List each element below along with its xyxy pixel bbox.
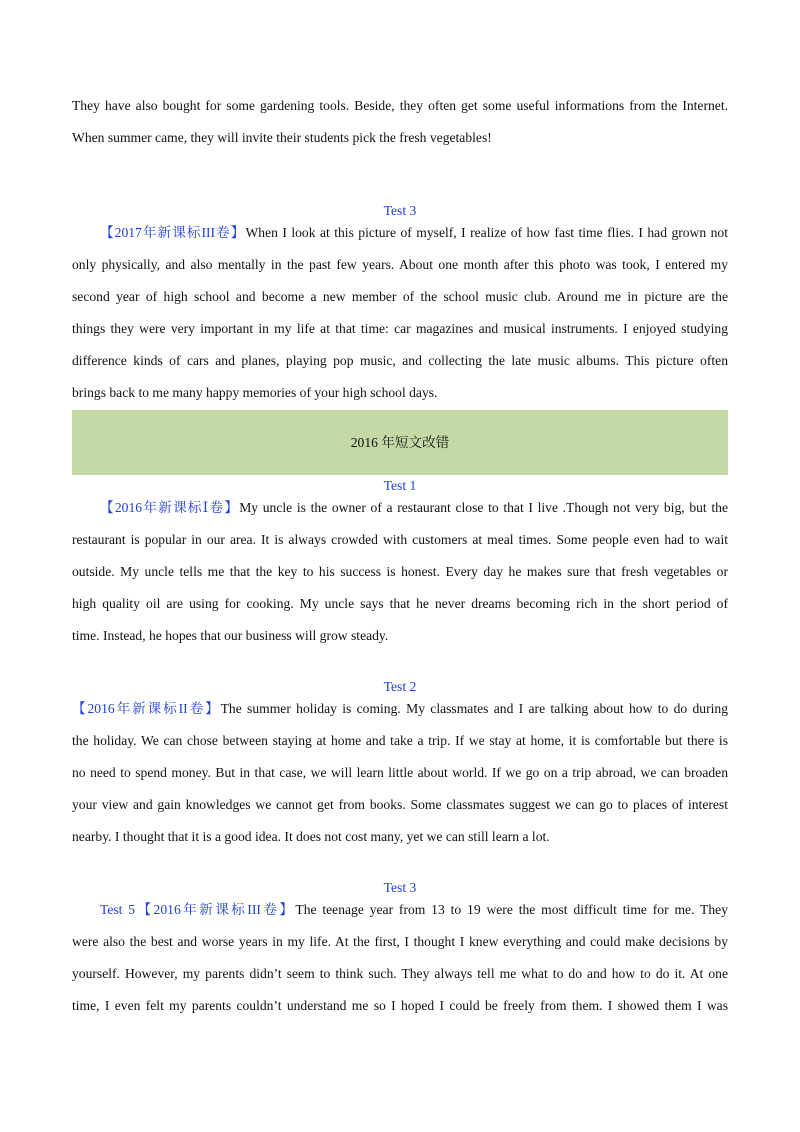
test-heading-2017: Test 3 — [383, 203, 417, 218]
intro-line-2: When summer came, they will invite their students pick the fresh vegetables! — [72, 130, 492, 145]
paragraph-test2-line-2: the holiday. We can chose between staying at home and take a trip. If we stay at home, it is comfortable but there is — [72, 733, 728, 748]
test-heading-2: Test 2 — [383, 679, 417, 694]
paragraph-2017-line-4: things they were very important in my life at that time: car magazines and musical instruments. I enjoyed studying — [72, 321, 728, 336]
source-tag-2017: 【2017年新课标III卷】 — [100, 225, 246, 240]
paragraph-test2-line-3: no need to spend money. But in that case, we will learn little about world. If we go on a trip abroad, we can broaden — [72, 765, 728, 780]
paragraph-2017-line-2: only physically, and also mentally in the past few years. About one month after this photo was took, I entered my — [72, 257, 728, 272]
paragraph-test3-line-2: were also the best and worse years in my life. At the first, I thought I knew everything and could make decisions by — [72, 934, 728, 949]
test-number-label: Test 5 — [100, 902, 136, 917]
test-heading-3: Test 3 — [383, 880, 417, 895]
test-heading-1: Test 1 — [383, 478, 417, 493]
paragraph-2017-line-6: brings back to me many happy memories of your high school days. — [72, 385, 438, 400]
paragraph-test3-line-4: time, I even felt my parents couldn’t understand me so I hoped I could be freely from them. I showed them I was — [72, 998, 728, 1013]
section-banner-title: 2016 年短文改错 — [350, 435, 450, 450]
paragraph-test1-line-1 — [72, 499, 728, 517]
paragraph-test1-line-5: time. Instead, he hopes that our business will grow steady. — [72, 628, 389, 643]
paragraph-test3-line-3: yourself. However, my parents didn’t seem to think such. They always tell me what to do and how to do it. At one — [72, 966, 728, 981]
paragraph-test2-line-5: nearby. I thought that it is a good idea. It does not cost many, yet we can still learn a lot. — [72, 829, 550, 844]
paragraph-2017-text-1: When I look at this picture of myself, I realize of how fast time flies. I had grown not — [245, 225, 728, 240]
source-tag-test3: 【2016年新课标III卷】 — [135, 902, 296, 917]
paragraph-test1-text-1: My uncle is the owner of a restaurant close to that I live .Though not very big, but the — [239, 500, 728, 515]
paragraph-2017-line-3: second year of high school and become a new member of the school music club. Around me in picture are the — [72, 289, 728, 304]
paragraph-test2-text-1: The summer holiday is coming. My classmates and I are talking about how to do during — [220, 701, 728, 716]
paragraph-test3-line-1 — [72, 901, 728, 919]
paragraph-test2-line-4: your view and gain knowledges we cannot get from books. Some classmates suggest we can go to places of interest — [72, 797, 728, 812]
paragraph-test1-line-2: restaurant is popular in our area. It is always crowded with customers at meal times. Some people even had to wait — [72, 532, 728, 547]
paragraph-2017-line-1 — [72, 224, 728, 242]
paragraph-test1-line-4: high quality oil are using for cooking. My uncle says that he never dreams becoming rich in the short period of — [72, 596, 728, 611]
source-tag-test2: 【2016年新课标II卷】 — [72, 701, 221, 716]
paragraph-test3-text-1: The teenage year from 13 to 19 were the most difficult time for me. They — [295, 902, 728, 917]
paragraph-test2-line-1 — [72, 700, 728, 718]
section-banner — [72, 410, 728, 475]
intro-line-1: They have also bought for some gardening tools. Beside, they often get some useful informations from the Internet. — [72, 98, 728, 113]
paragraph-test1-line-3: outside. My uncle tells me that the key to his success is honest. Every day he makes sure that fresh vegetables or — [72, 564, 728, 579]
source-tag-test1: 【2016年新课标Ⅰ卷】 — [100, 500, 240, 515]
paragraph-2017-line-5: difference kinds of cars and planes, playing pop music, and collecting the late music albums. This picture often — [72, 353, 728, 368]
